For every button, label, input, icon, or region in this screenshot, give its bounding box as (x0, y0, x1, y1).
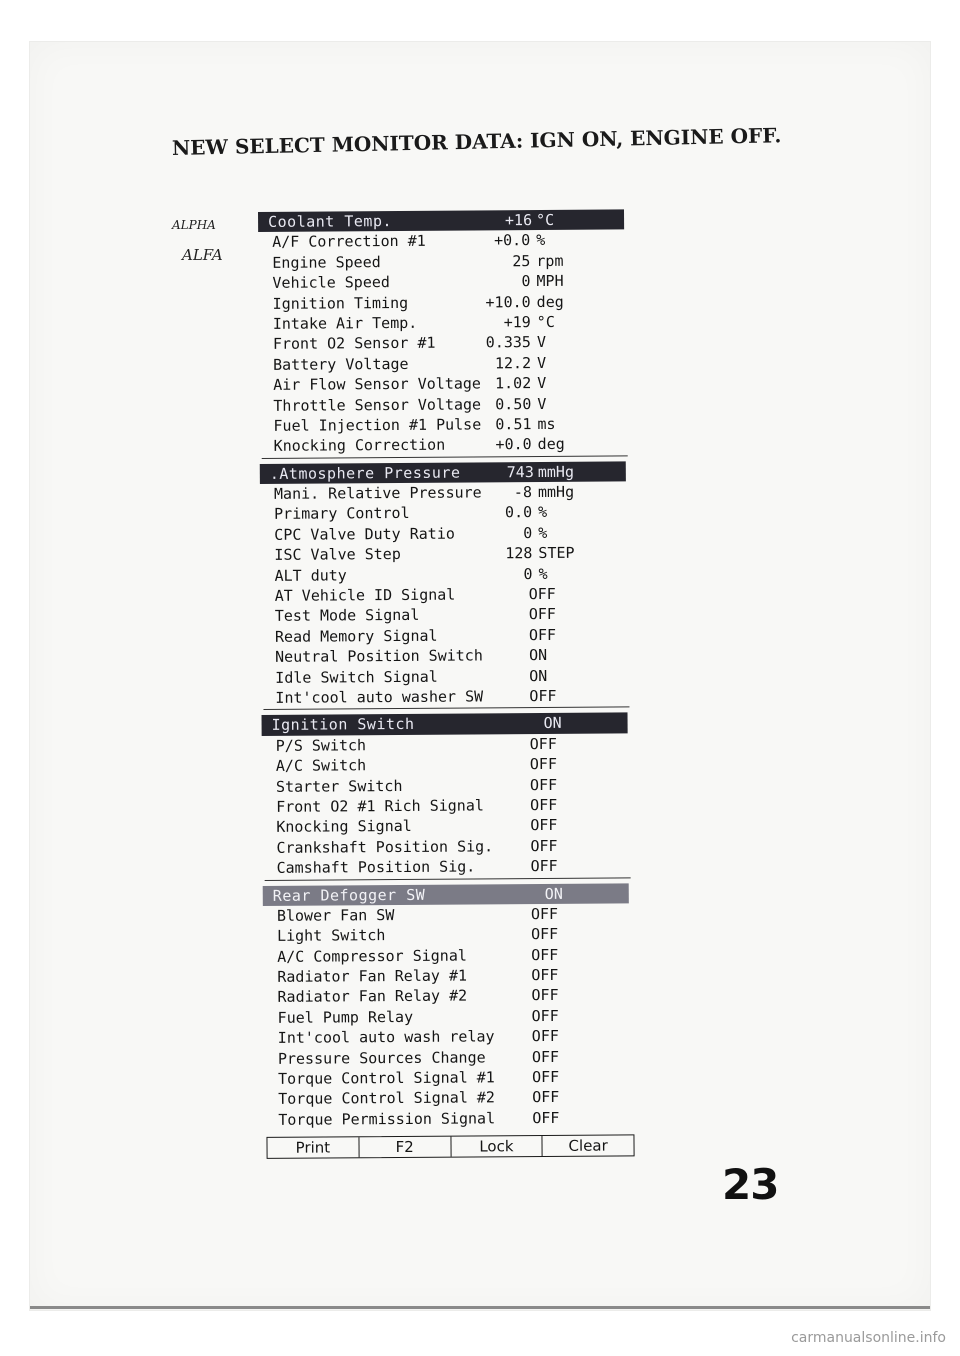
parameter-label: Camshaft Position Sig. (276, 857, 476, 877)
data-row[interactable] (256, 522, 628, 545)
parameter-label: Engine Speed (272, 252, 381, 272)
parameter-label: .Atmosphere Pressure (269, 463, 461, 483)
data-row[interactable] (258, 794, 630, 817)
parameter-unit: mmHg (537, 482, 575, 502)
parameter-value: 1.02 (495, 374, 532, 393)
switch-state: OFF (532, 1108, 560, 1127)
data-row[interactable] (258, 835, 630, 858)
parameter-value: 25 (512, 251, 531, 270)
handwritten-note-alfa: ALFA (182, 246, 223, 264)
parameter-label: Radiator Fan Relay #1 (277, 966, 468, 986)
data-row[interactable] (259, 855, 631, 878)
parameter-unit: V (537, 394, 547, 413)
data-row[interactable] (259, 944, 631, 967)
data-row[interactable] (256, 434, 628, 457)
parameter-unit: V (536, 353, 547, 372)
parameter-label: ISC Valve Step (274, 545, 401, 565)
switch-state: OFF (531, 945, 559, 964)
switch-state: OFF (531, 1047, 560, 1066)
switch-state: OFF (529, 775, 558, 794)
data-row[interactable] (256, 543, 628, 566)
data-row[interactable] (259, 903, 631, 926)
parameter-unit: STEP (538, 544, 575, 563)
switch-state: OFF (531, 1006, 559, 1025)
switch-state: OFF (531, 986, 559, 1005)
parameter-label: A/C Switch (275, 756, 367, 776)
data-row[interactable] (257, 583, 629, 606)
monitor-section (258, 713, 631, 879)
parameter-label: Int'cool auto washer SW (275, 687, 484, 707)
switch-state: ON (529, 666, 548, 685)
parameter-unit: rpm (536, 251, 564, 270)
data-row[interactable] (254, 250, 626, 273)
data-row[interactable] (259, 924, 631, 947)
selected-data-row[interactable] (263, 883, 629, 906)
watermark: carmanualsonline.info (791, 1330, 946, 1346)
switch-state: OFF (531, 965, 559, 985)
parameter-unit: °C (536, 210, 555, 230)
data-row[interactable] (257, 624, 629, 647)
page-title: NEW SELECT MONITOR DATA: IGN ON, ENGINE OFF. (171, 123, 782, 160)
parameter-unit: deg (537, 435, 565, 454)
parameter-label: Crankshaft Position Sig. (276, 837, 494, 857)
data-row[interactable] (260, 1026, 632, 1049)
switch-state: OFF (529, 734, 557, 753)
parameter-label: Air Flow Sensor Voltage (273, 374, 481, 394)
parameter-unit: mmHg (537, 462, 575, 481)
monitor-section (259, 883, 633, 1130)
parameter-unit: V (537, 374, 547, 393)
parameter-label: Idle Switch Signal (275, 667, 438, 687)
handwritten-note-alpha: ALPHA (172, 218, 216, 232)
parameter-label: Blower Fan SW (276, 905, 395, 925)
parameter-unit: % (538, 503, 548, 522)
switch-state: OFF (529, 686, 557, 706)
lock-button[interactable]: Lock (450, 1136, 542, 1157)
parameter-value: 0 (523, 523, 533, 542)
data-row[interactable] (257, 604, 629, 627)
monitor-section (254, 209, 628, 456)
parameter-value: 0 (521, 272, 531, 291)
data-row[interactable] (257, 665, 629, 688)
parameter-value: +0.0 (494, 231, 531, 250)
parameter-label: CPC Valve Duty Ratio (274, 524, 455, 544)
data-row[interactable] (257, 685, 629, 708)
switch-state: OFF (530, 925, 559, 944)
parameter-label: Knocking Signal (276, 817, 412, 837)
parameter-unit: V (536, 333, 547, 352)
parameter-label: Mani. Relative Pressure (273, 483, 482, 503)
data-row[interactable] (260, 1107, 632, 1130)
parameter-label: AT Vehicle ID Signal (274, 585, 456, 605)
switch-state: OFF (528, 584, 556, 604)
clear-button[interactable]: Clear (542, 1136, 634, 1157)
parameter-label: Front O2 #1 Rich Signal (276, 796, 484, 816)
switch-state: OFF (531, 1027, 559, 1046)
switch-state: OFF (528, 625, 557, 644)
parameter-unit: ms (537, 414, 556, 433)
parameter-label: Torque Control Signal #1 (277, 1068, 495, 1088)
parameter-label: Neutral Position Switch (275, 646, 483, 667)
data-row[interactable] (260, 1046, 632, 1069)
data-row[interactable] (255, 413, 627, 436)
data-row[interactable] (260, 1066, 632, 1089)
parameter-value: +16 (504, 211, 533, 230)
parameter-label: A/C Compressor Signal (277, 946, 467, 966)
parameter-label: Starter Switch (275, 776, 403, 796)
data-row[interactable] (258, 733, 630, 756)
parameter-unit: °C (536, 312, 555, 331)
parameter-label: Radiator Fan Relay #2 (277, 986, 468, 1007)
switch-state: ON (544, 884, 563, 903)
switch-state: OFF (530, 857, 558, 876)
parameter-label: A/F Correction #1 (272, 232, 426, 252)
data-row[interactable] (257, 645, 629, 668)
switch-state: OFF (531, 1067, 560, 1087)
data-row[interactable] (260, 1005, 632, 1028)
data-row[interactable] (256, 481, 628, 504)
parameter-value: 0.335 (485, 333, 531, 352)
parameter-label: Ignition Timing (272, 293, 409, 313)
parameter-value: 0.51 (495, 414, 532, 434)
parameter-label: Ignition Switch (271, 715, 415, 735)
f2-button[interactable]: F2 (358, 1137, 450, 1158)
function-key-bar (266, 1135, 634, 1160)
parameter-label: Fuel Pump Relay (277, 1007, 414, 1027)
parameter-label: Knocking Correction (273, 435, 446, 456)
parameter-value: +0.0 (495, 435, 532, 454)
parameter-label: Intake Air Temp. (272, 313, 418, 333)
parameter-label: Throttle Sensor Voltage (273, 394, 482, 415)
print-button[interactable]: Print (295, 1138, 331, 1157)
parameter-label: Read Memory Signal (274, 626, 438, 646)
parameter-value: 0 (523, 564, 533, 583)
data-row[interactable] (256, 563, 628, 586)
switch-state: OFF (532, 1088, 560, 1107)
parameter-unit: MPH (536, 272, 564, 291)
parameter-label: Light Switch (276, 926, 386, 946)
monitor-data-list (254, 209, 632, 1130)
data-row[interactable] (255, 393, 627, 416)
data-row[interactable] (259, 985, 631, 1008)
parameter-unit: % (538, 523, 548, 542)
parameter-label: Vehicle Speed (272, 273, 390, 293)
switch-state: ON (543, 714, 562, 733)
data-row[interactable] (260, 1087, 632, 1110)
select-monitor-screen (254, 209, 633, 1159)
data-row[interactable] (254, 230, 626, 253)
data-row[interactable] (254, 271, 626, 294)
monitor-section (256, 461, 630, 708)
data-row[interactable] (258, 774, 630, 797)
parameter-label: ALT duty (274, 566, 347, 585)
parameter-label: Int'cool auto wash relay (277, 1027, 495, 1048)
parameter-label: Battery Voltage (273, 354, 409, 374)
parameter-label: Torque Permission Signal (278, 1109, 496, 1129)
parameter-label: P/S Switch (275, 735, 367, 755)
data-row[interactable] (256, 502, 628, 525)
data-row[interactable] (255, 332, 627, 355)
parameter-label: Rear Defogger SW (272, 885, 426, 905)
parameter-label: Coolant Temp. (268, 212, 393, 231)
parameter-unit: % (538, 564, 548, 583)
switch-state: OFF (530, 836, 558, 855)
parameter-value: 0.0 (504, 503, 533, 522)
selected-data-row[interactable] (258, 209, 624, 232)
switch-state: OFF (530, 904, 559, 923)
data-row[interactable] (258, 754, 630, 777)
switch-state: OFF (529, 755, 558, 774)
parameter-value: -8 (513, 483, 533, 502)
switch-state: OFF (528, 605, 556, 624)
switch-state: OFF (530, 816, 558, 835)
data-row[interactable] (255, 291, 627, 314)
page-number: 23 (722, 1160, 779, 1209)
switch-state: ON (529, 646, 548, 665)
selected-data-row[interactable] (262, 713, 628, 736)
parameter-label: Primary Control (274, 504, 410, 524)
parameter-label: Pressure Sources Change (277, 1048, 486, 1068)
parameter-label: Torque Control Signal #2 (278, 1088, 496, 1109)
parameter-label: Fuel Injection #1 Pulse (273, 415, 482, 435)
parameter-value: +10.0 (485, 292, 531, 311)
parameter-unit: % (536, 231, 546, 250)
selected-data-row[interactable] (260, 461, 626, 484)
switch-state: OFF (530, 795, 558, 815)
parameter-value: 743 (506, 462, 534, 481)
data-row[interactable] (258, 815, 630, 838)
parameter-value: +19 (503, 313, 531, 332)
data-row[interactable] (259, 964, 631, 987)
parameter-value: 0.50 (495, 394, 532, 413)
data-row[interactable] (255, 352, 627, 375)
parameter-unit: deg (536, 292, 564, 311)
page-bottom-rule (30, 1306, 930, 1309)
parameter-label: Test Mode Signal (274, 606, 420, 626)
data-row[interactable] (255, 373, 627, 396)
parameter-value: 128 (505, 544, 533, 563)
parameter-label: Front O2 Sensor #1 (272, 334, 436, 354)
data-row[interactable] (255, 311, 627, 334)
parameter-value: 12.2 (494, 353, 532, 373)
